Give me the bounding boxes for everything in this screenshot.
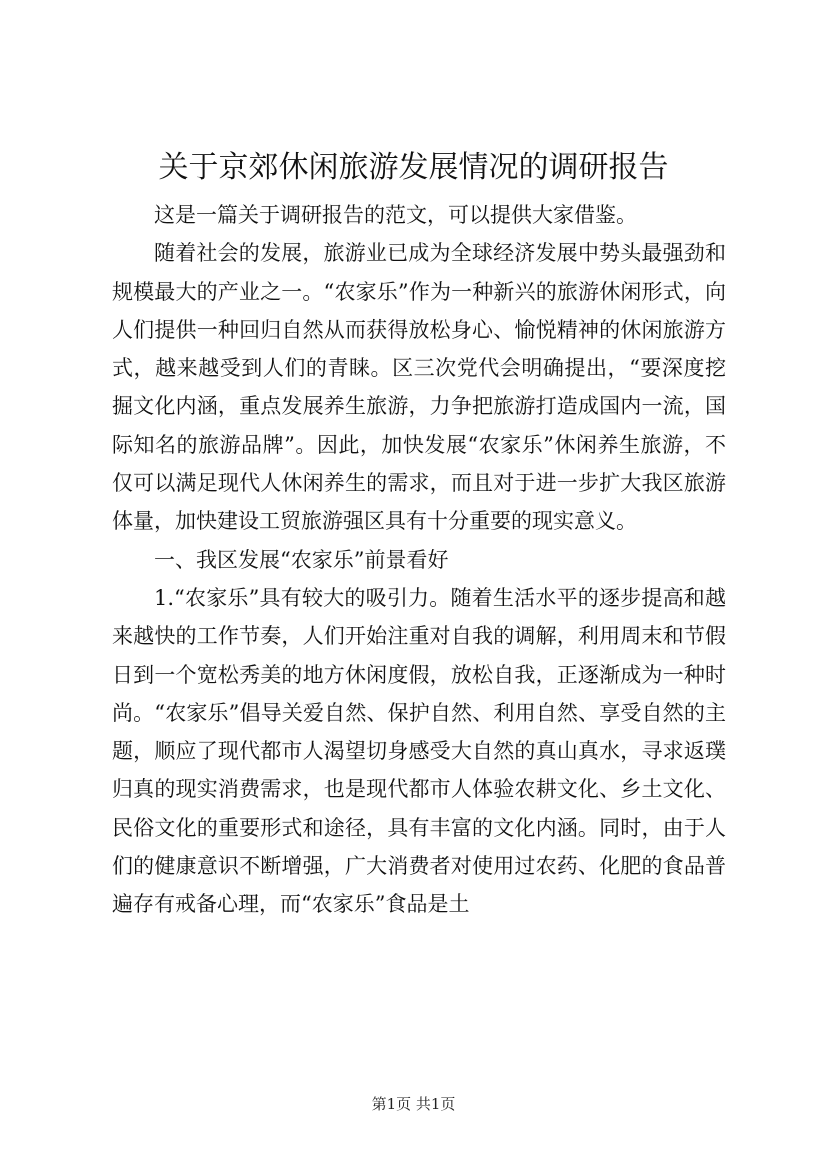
point-one-paragraph: 1.“农家乐”具有较大的吸引力。随着生活水平的逐步提高和越来越快的工作节奏，人们开始注重对自我的调解，利用周末和节假日到一个宽松秀美的地方休闲度假，放松自我，正逐渐成为一种时尚。“农家乐”倡导关爱自然、保护自然、利用自然、享受自然的主题，顺应了现代都市人渴望切身感受大自然的真山真水，寻求返璞归真的现实消费需求，也是现代都市人体验农耕文化、乡土文化、民俗文化的重要形式和途径，具有丰富的文化内涵。同时，由于人们的健康意识不断增强，广大消费者对使用过农药、化肥的食品普遍存有戒备心理，而“农家乐”食品是土 [112, 585, 726, 917]
page-footer: 第1页 共1页 [371, 1095, 456, 1113]
document-title: 关于京郊休闲旅游发展情况的调研报告 [158, 150, 669, 185]
section-heading: 一、我区发展“农家乐”前景看好 [154, 547, 449, 572]
intro-paragraph: 这是一篇关于调研报告的范文，可以提供大家借鉴。 [154, 203, 637, 227]
document-body [112, 196, 726, 924]
background-paragraph: 随着社会的发展，旅游业已成为全球经济发展中势头最强劲和规模最大的产业之一。“农家乐”作为一种新兴的旅游休闲形式，向人们提供一种回归自然从而获得放松身心、愉悦精神的休闲旅游方式，越来越受到人们的青睐。区三次党代会明确提出，“要深度挖掘文化内涵，重点发展养生旅游，力争把旅游打造成国内一流，国际知名的旅游品牌”。因此，加快发展“农家乐”休闲养生旅游，不仅可以满足现代人休闲养生的需求，而且对于进一步扩大我区旅游体量，加快建设工贸旅游强区具有十分重要的现实意义。 [112, 241, 726, 534]
